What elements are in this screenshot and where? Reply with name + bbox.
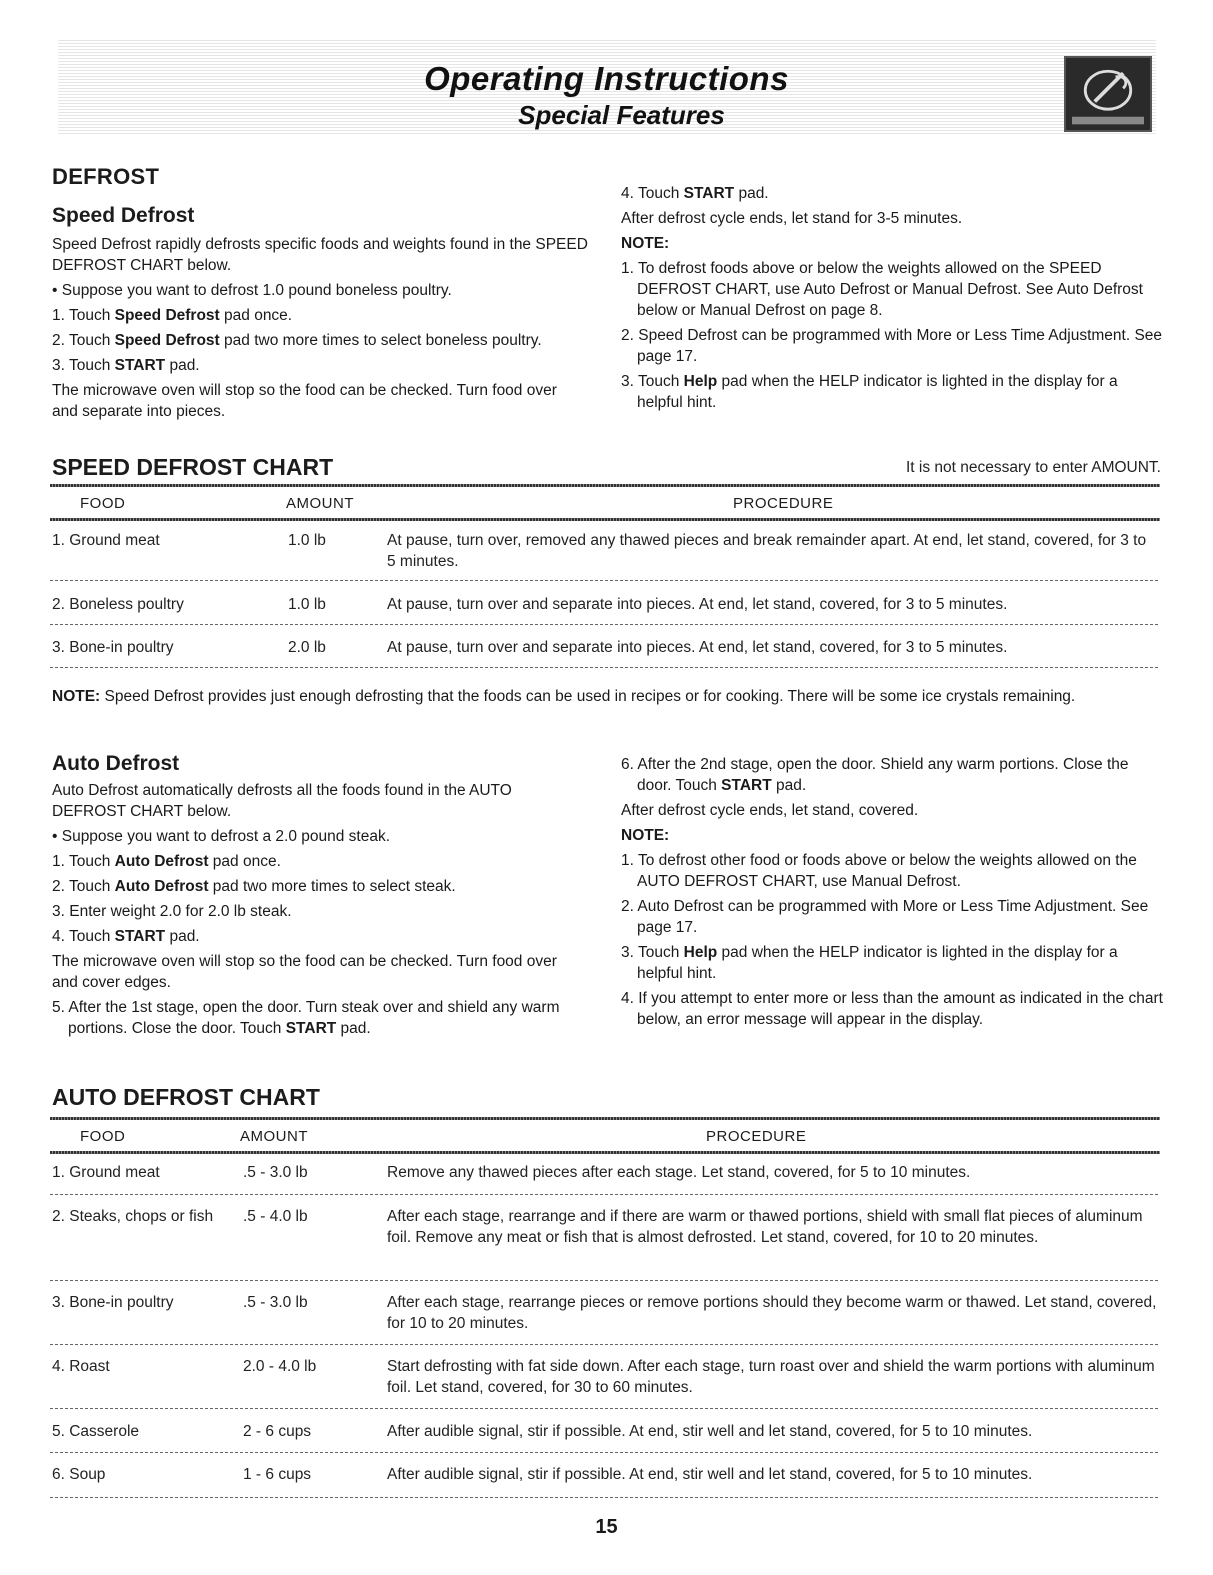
speed-defrost-heading: Speed Defrost xyxy=(52,204,195,227)
speed-chart-amount-note: It is not necessary to enter AMOUNT. xyxy=(906,459,1161,476)
speed-defrost-left-column xyxy=(52,164,592,426)
speed-defrost-step-3: 3. Touch START pad. xyxy=(52,357,200,374)
auto-defrost-step-6: 6. After the 2nd stage, open the door. Shield any warm portions. Close the door. Touch START pad. xyxy=(621,756,1129,794)
row-divider xyxy=(50,624,1160,625)
speed-row-3-amount: 2.0 lb xyxy=(288,639,326,656)
auto-chart-header-food: FOOD xyxy=(80,1128,126,1145)
auto-row-6-procedure: After audible signal, stir if possible. At end, stir well and let stand, covered, for 5 to 10 minutes. xyxy=(387,1466,1033,1483)
auto-chart-title: AUTO DEFROST CHART xyxy=(52,1084,320,1110)
speed-chart-top-rule xyxy=(50,484,1160,487)
auto-defrost-note-3: 3. Touch Help pad when the HELP indicator is lighted in the display for a helpful hint. xyxy=(621,944,1118,982)
speed-row-2-procedure: At pause, turn over and separate into pieces. At end, let stand, covered, for 3 to 5 minutes. xyxy=(387,596,1008,613)
auto-row-3-procedure: After each stage, rearrange pieces or remove portions should they become warm or thawed. Let stand, covered, for 10 to 20 minutes. xyxy=(387,1294,1157,1332)
speed-chart-title: SPEED DEFROST CHART xyxy=(52,454,334,480)
auto-row-2-amount: .5 - 4.0 lb xyxy=(243,1208,308,1225)
row-divider xyxy=(50,580,1160,581)
row-divider xyxy=(50,667,1160,668)
auto-row-6-food: 6. Soup xyxy=(52,1466,106,1483)
auto-row-6-amount: 1 - 6 cups xyxy=(243,1466,312,1483)
auto-defrost-step-3: 3. Enter weight 2.0 for 2.0 lb steak. xyxy=(52,903,292,920)
auto-row-5-procedure: After audible signal, stir if possible. At end, stir well and let stand, covered, for 5 to 10 minutes. xyxy=(387,1423,1033,1440)
speed-chart-header-food: FOOD xyxy=(80,495,126,512)
auto-chart-header-procedure: PROCEDURE xyxy=(706,1128,807,1145)
auto-defrost-note-4: 4. If you attempt to enter more or less than the amount as indicated in the chart below, an error message will appear in the display. xyxy=(621,990,1163,1028)
speed-defrost-intro: Speed Defrost rapidly defrosts specific foods and weights found in the SPEED DEFROST CHART below. xyxy=(52,236,588,274)
auto-defrost-step-2: 2. Touch Auto Defrost pad two more times to select steak. xyxy=(52,878,456,895)
speed-defrost-right-column xyxy=(621,162,1166,417)
page-subtitle: Special Features xyxy=(518,100,725,130)
auto-chart-top-rule xyxy=(50,1117,1160,1120)
auto-row-1-food: 1. Ground meat xyxy=(52,1164,160,1181)
auto-defrost-bullet: • Suppose you want to defrost a 2.0 pound steak. xyxy=(52,828,391,845)
speed-defrost-note-label: NOTE: xyxy=(621,235,670,252)
speed-row-1-procedure: At pause, turn over, removed any thawed pieces and break remainder apart. At end, let stand, covered, for 3 to 5 minutes. xyxy=(387,532,1147,570)
auto-row-2-procedure: After each stage, rearrange and if there are warm or thawed portions, shield with small flat pieces of aluminum foil. Remove any meat or fish that is almost defrosted. Let stand, covered, for 10 to 20 minutes. xyxy=(387,1208,1143,1246)
row-divider xyxy=(50,1408,1160,1409)
speed-defrost-step-2: 2. Touch Speed Defrost pad two more times to select boneless poultry. xyxy=(52,332,542,349)
auto-defrost-after: After defrost cycle ends, let stand, covered. xyxy=(621,802,919,819)
row-divider xyxy=(50,1194,1160,1195)
speed-defrost-stop-text: The microwave oven will stop so the food can be checked. Turn food over and separate into pieces. xyxy=(52,382,557,420)
speed-chart-header-rule xyxy=(50,518,1160,521)
speed-row-2-amount: 1.0 lb xyxy=(288,596,326,613)
row-divider xyxy=(50,1280,1160,1281)
auto-chart-header-rule xyxy=(50,1151,1160,1154)
auto-row-1-procedure: Remove any thawed pieces after each stage. Let stand, covered, for 5 to 10 minutes. xyxy=(387,1164,971,1181)
auto-defrost-stop-text: The microwave oven will stop so the food can be checked. Turn food over and cover edges. xyxy=(52,953,557,991)
row-divider xyxy=(50,1497,1160,1498)
auto-defrost-step-4: 4. Touch START pad. xyxy=(52,928,200,945)
auto-defrost-note-1: 1. To defrost other food or foods above or below the weights allowed on the AUTO DEFROST CHART, use Manual Defrost. xyxy=(621,852,1137,890)
auto-defrost-intro: Auto Defrost automatically defrosts all the foods found in the AUTO DEFROST CHART below. xyxy=(52,782,512,820)
speed-defrost-note-3: 3. Touch Help pad when the HELP indicator is lighted in the display for a helpful hint. xyxy=(621,373,1118,411)
speed-defrost-after: After defrost cycle ends, let stand for 3-5 minutes. xyxy=(621,210,963,227)
speed-chart-header-procedure: PROCEDURE xyxy=(733,495,834,512)
speed-row-3-procedure: At pause, turn over and separate into pieces. At end, let stand, covered, for 3 to 5 minutes. xyxy=(387,639,1008,656)
auto-defrost-note-label: NOTE: xyxy=(621,827,670,844)
auto-row-1-amount: .5 - 3.0 lb xyxy=(243,1164,308,1181)
auto-defrost-left-column xyxy=(52,752,592,1043)
microwave-dish-icon xyxy=(1064,56,1152,132)
auto-chart-header-amount: AMOUNT xyxy=(240,1128,308,1145)
row-divider xyxy=(50,1452,1160,1453)
speed-defrost-bullet: • Suppose you want to defrost 1.0 pound boneless poultry. xyxy=(52,282,452,299)
auto-row-4-procedure: Start defrosting with fat side down. After each stage, turn roast over and shield the warm portions with aluminum foil. Let stand, covered, for 30 to 60 minutes. xyxy=(387,1358,1155,1396)
auto-row-4-amount: 2.0 - 4.0 lb xyxy=(243,1358,317,1375)
speed-defrost-step-1: 1. Touch Speed Defrost pad once. xyxy=(52,307,293,324)
auto-row-3-food: 3. Bone-in poultry xyxy=(52,1294,174,1311)
speed-chart-header-amount: AMOUNT xyxy=(286,495,354,512)
page-title: Operating Instructions xyxy=(424,60,789,97)
speed-row-1-food: 1. Ground meat xyxy=(52,532,160,549)
speed-defrost-note-1: 1. To defrost foods above or below the weights allowed on the SPEED DEFROST CHART, use Auto Defrost or Manual Defrost. See Auto Defrost below or Manual Defrost on page 8. xyxy=(621,260,1143,319)
auto-defrost-step-5: 5. After the 1st stage, open the door. Turn steak over and shield any warm portions. Close the door. Touch START pad. xyxy=(52,999,560,1037)
speed-defrost-step-4: 4. Touch START pad. xyxy=(621,185,769,202)
auto-row-5-amount: 2 - 6 cups xyxy=(243,1423,312,1440)
page-number: 15 xyxy=(595,1516,618,1538)
auto-row-2-food: 2. Steaks, chops or fish xyxy=(52,1208,214,1225)
row-divider xyxy=(50,1344,1160,1345)
auto-row-5-food: 5. Casserole xyxy=(52,1423,140,1440)
auto-defrost-note-2: 2. Auto Defrost can be programmed with More or Less Time Adjustment. See page 17. xyxy=(621,898,1149,936)
speed-chart-note: NOTE: Speed Defrost provides just enough defrosting that the foods can be used in recipes or for cooking. There will be some ice crystals remaining. xyxy=(52,688,1076,705)
auto-row-4-food: 4. Roast xyxy=(52,1358,110,1375)
auto-defrost-right-column xyxy=(621,754,1166,1034)
speed-row-2-food: 2. Boneless poultry xyxy=(52,596,184,613)
defrost-heading: DEFROST xyxy=(52,164,160,189)
speed-row-3-food: 3. Bone-in poultry xyxy=(52,639,174,656)
speed-row-1-amount: 1.0 lb xyxy=(288,532,326,549)
auto-defrost-step-1: 1. Touch Auto Defrost pad once. xyxy=(52,853,281,870)
auto-defrost-heading: Auto Defrost xyxy=(52,752,180,775)
auto-row-3-amount: .5 - 3.0 lb xyxy=(243,1294,308,1311)
speed-defrost-note-2: 2. Speed Defrost can be programmed with More or Less Time Adjustment. See page 17. xyxy=(621,327,1163,365)
